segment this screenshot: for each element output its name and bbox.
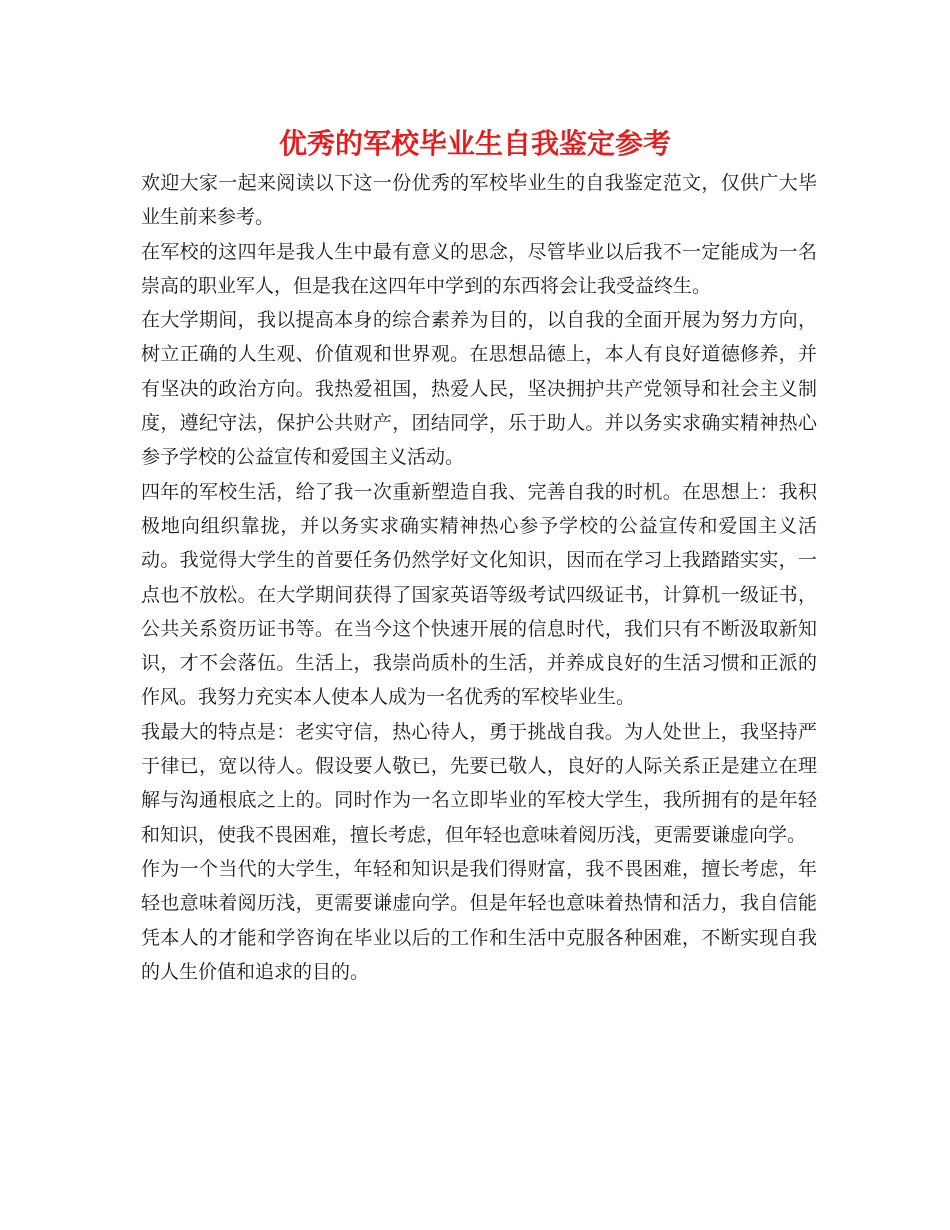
paragraph-four-years-life: 四年的军校生活，给了我一次重新塑造自我、完善自我的时机。在思想上：我积极地向组织靠拢，并以务实求确实精神热心参予学校的公益宣传和爱国主义活动。我觉得大学生的首要任务仍然学好文化知识，因而在学习上我踏踏实实，一点也不放松。在大学期间获得了国家英语等级考试四级证书，计算机一级证书，公共关系资历证书等。在当今这个快速开展的信息时代，我们只有不断汲取新知识，才不会落伍。生活上，我崇尚质朴的生活，并养成良好的生活习惯和正派的作风。我努力充实本人使本人成为一名优秀的军校毕业生。 [141,480,817,709]
paragraph-intro: 欢迎大家一起来阅读以下这一份优秀的军校毕业生的自我鉴定范文，仅供广大毕业生前来参考。 [141,172,817,229]
paragraph-characteristics: 我最大的特点是：老实守信，热心待人，勇于挑战自我。为人处世上，我坚持严于律已，宽以待人。假设要人敬已，先要已敬人，良好的人际关系正是建立在理解与沟通根底之上的。同时作为一名立即毕业的军校大学生，我所拥有的是年轻和知识，使我不畏困难，擅长考虑，但年轻也意味着阅历浅，更需要谦虚向学。 [141,720,817,846]
paragraph-university-period: 在大学期间，我以提高本身的综合素养为目的，以自我的全面开展为努力方向，树立正确的人生观、价值观和世界观。在思想品德上，本人有良好道德修养，并有坚决的政治方向。我热爱祖国，热爱人民，坚决拥护共产党领导和社会主义制度，遵纪守法，保护公共财产，团结同学，乐于助人。并以务实求确实精神热心参予学校的公益宣传和爱国主义活动。 [141,309,817,469]
paragraph-military-school-years: 在军校的这四年是我人生中最有意义的思念，尽管毕业以后我不一定能成为一名崇高的职业军人，但是我在这四年中学到的东西将会让我受益终生。 [141,240,817,297]
document-title: 优秀的军校毕业生自我鉴定参考 [278,127,671,160]
document-body [141,166,817,989]
paragraph-conclusion: 作为一个当代的大学生，年轻和知识是我们得财富，我不畏困难，擅长考虑，年轻也意味着阅历浅，更需要谦虚向学。但是年轻也意味着热情和活力，我自信能凭本人的才能和学咨询在毕业以后的工作和生活中克服各种困难，不断实现自我的人生价值和追求的目的。 [141,857,817,983]
